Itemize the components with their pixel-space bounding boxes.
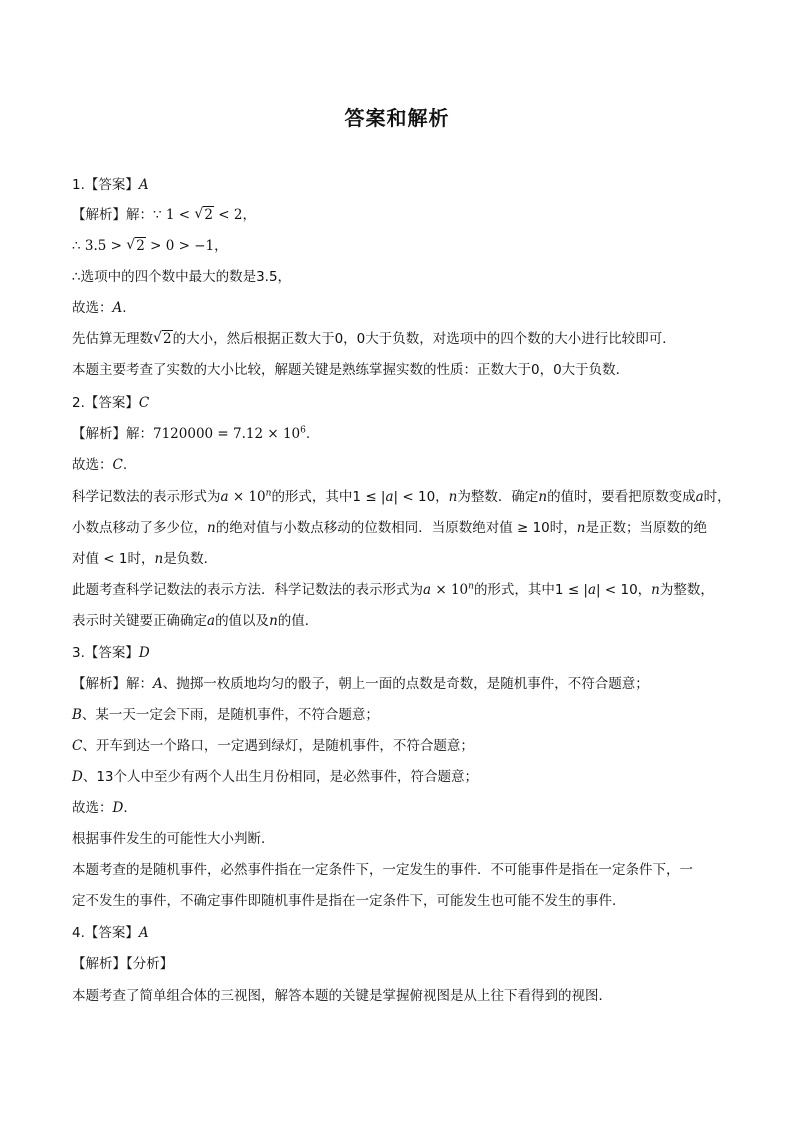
q3-answer-tag: 【答案】 — [84, 645, 139, 661]
q2-answer-tag: 【答案】 — [84, 395, 139, 411]
q2-p1-var-a3: a — [695, 489, 704, 505]
q4-answer-tag: 【答案】 — [84, 925, 139, 941]
q2-p3-a: 对值 < 1时， — [72, 551, 155, 567]
q2-s1-b: × 10 — [431, 582, 469, 598]
q2-p1-e: 为整数．确定 — [457, 489, 539, 505]
q2-choose-line — [72, 455, 732, 475]
q1-sqrt-radicand: 2 — [204, 207, 213, 223]
q3-choose: D — [112, 800, 124, 816]
q2-p1-var-n: n — [265, 488, 272, 499]
q2-number: 2. — [72, 395, 85, 411]
q2-choose-prefix: 故选： — [72, 457, 113, 473]
q2-p2-c: 是正数；当原数的绝 — [585, 520, 707, 536]
q2-s2-var-a: a — [207, 613, 216, 629]
q1-number: 1. — [72, 177, 85, 193]
q3-opt-a-letter: A — [153, 676, 163, 692]
q2-s2-b: 的值以及 — [215, 613, 270, 629]
q2-p3-var-n: n — [154, 551, 164, 567]
q1-analysis-line — [72, 205, 732, 225]
q2-answer-line — [72, 393, 732, 413]
q4-analysis-line — [72, 954, 732, 974]
q1-choose-prefix: 故选： — [72, 300, 113, 316]
q1-answer-tag: 【答案】 — [84, 177, 139, 193]
q4-answer-line — [72, 923, 732, 943]
q2-answer: C — [138, 395, 150, 411]
q2-p2-a: 小数点移动了多少位， — [72, 520, 207, 536]
q2-p1-c: 的形式，其中1 ≤ | — [271, 489, 386, 505]
q1-choose: A — [112, 300, 123, 316]
q3-opt-a-text: 、抛掷一枚质地均匀的骰子，朝上一面的点数是奇数，是随机事件，不符合题意； — [162, 676, 649, 692]
q3-answer: D — [138, 645, 150, 661]
q2-analysis-tag: 【解析】 — [72, 426, 126, 442]
q2-summary-1 — [72, 580, 732, 600]
q2-explanation-1 — [72, 487, 732, 507]
q1-answer: A — [138, 177, 149, 193]
q1-because: ∵ 1 < — [153, 207, 195, 223]
q4-analysis-tag: 【解析】 — [72, 956, 126, 972]
q1-sqrt-radicand-3: 2 — [163, 331, 172, 347]
q2-s2-a: 表示时关键要正确确定 — [72, 613, 207, 629]
q4-answer: A — [138, 925, 149, 941]
q3-opt-b-letter: B — [72, 707, 82, 723]
q2-s2-var-n: n — [269, 613, 278, 629]
q2-explanation-2 — [72, 518, 732, 538]
q3-opt-d-letter: D — [72, 769, 83, 785]
q4-fenxi-tag: 【分析】 — [126, 956, 174, 972]
q3-choose-prefix: 故选： — [72, 800, 113, 816]
q3-option-a — [72, 674, 732, 694]
q2-s1-a: 此题考查科学记数法的表示方法．科学记数法的表示形式为 — [72, 582, 423, 598]
sqrt-symbol — [126, 236, 146, 256]
q2-p1-var-a2: a — [385, 489, 394, 505]
q1-lt2: < 2， — [213, 207, 256, 223]
q3-choose-suffix: . — [123, 800, 128, 816]
q2-p1-var-n3: n — [538, 489, 548, 505]
q3-option-d — [72, 767, 732, 787]
q1-explanation — [72, 329, 732, 349]
q1-expl-a: 先估算无理数 — [72, 331, 153, 347]
q2-p1-f: 的值时，要看把原数变成 — [547, 489, 696, 505]
q2-s1-var-n2: n — [651, 582, 660, 598]
q2-p1-b: × 10 — [228, 489, 266, 505]
q1-therefore-line — [72, 236, 732, 256]
q3-summary-1: 本题考查的是随机事件，必然事件指在一定条件下，一定发生的事件．不可能事件是指在一定条件下，一 — [72, 862, 693, 878]
q2-s1-d: | < 10， — [596, 582, 652, 598]
q3-analysis-tag: 【解析】 — [72, 676, 126, 692]
q1-therefore-a: ∴ 3.5 > — [72, 238, 127, 254]
q3-opt-c-letter: C — [72, 738, 83, 754]
sqrt-symbol — [194, 205, 214, 225]
q1-analysis-tag: 【解析】 — [72, 207, 126, 223]
q3-option-b — [72, 705, 732, 725]
q3-choose-line — [72, 798, 732, 818]
q2-solution-b: . — [305, 426, 311, 442]
q2-p3-b: 是负数． — [163, 551, 218, 567]
q2-choose-suffix: . — [122, 457, 128, 473]
q2-p1-a: 科学记数法的表示形式为 — [72, 489, 221, 505]
q2-p1-var-a: a — [220, 489, 229, 505]
q3-jie: 解： — [126, 676, 153, 692]
q2-p1-g: 时， — [703, 489, 731, 505]
q2-s1-c: 的形式，其中1 ≤ | — [473, 582, 588, 598]
q2-s1-e: 为整数， — [659, 582, 714, 598]
q1-therefore-b: > 0 > −1， — [145, 238, 228, 254]
q3-number: 3. — [72, 645, 85, 661]
q3-opt-b-text: 、某一天一定会下雨，是随机事件，不符合题意； — [81, 707, 379, 723]
q2-choose: C — [112, 457, 123, 473]
q1-summary: 本题主要考查了实数的大小比较，解题关键是熟练掌握实数的性质：正数大于0，0大于负数． — [72, 362, 630, 378]
q2-solution-exponent: 6 — [300, 425, 306, 436]
q2-p2-var-n2: n — [576, 520, 586, 536]
q2-s1-var-a: a — [423, 582, 432, 598]
q2-p1-d: | < 10， — [393, 489, 449, 505]
q1-choose-suffix: . — [122, 300, 127, 316]
q3-answer-line — [72, 643, 732, 663]
q3-summary-2: 定不发生的事件，不确定事件即随机事件是指在一定条件下，可能发生也可能不发生的事件． — [72, 893, 626, 909]
q2-p2-var-n: n — [207, 520, 216, 536]
page-title: 答案和解析 — [344, 106, 450, 130]
q3-opt-c-text: 、开车到达一个路口，一定遇到绿灯，是随机事件，不符合题意； — [82, 738, 474, 754]
q4-number: 4. — [72, 925, 85, 941]
q3-hint: 根据事件发生的可能性大小判断． — [72, 831, 275, 847]
q3-opt-d-text: 、13个人中至少有两个人出生月份相同，是必然事件，符合题意； — [82, 769, 479, 785]
sqrt-symbol — [153, 329, 173, 349]
q2-analysis-line — [72, 424, 732, 444]
q3-option-c — [72, 736, 732, 756]
q2-explanation-3 — [72, 549, 732, 569]
q2-p2-b: 的绝对值与小数点移动的位数相同．当原数绝对值 ≥ 10时， — [215, 520, 577, 536]
q2-s1-var-a2: a — [587, 582, 597, 598]
q1-expl-b: 的大小，然后根据正数大于0，0大于负数，对选项中的四个数的大小进行比较即可． — [172, 331, 676, 347]
q2-s2-c: 的值． — [277, 613, 319, 629]
q1-sqrt-radicand-2: 2 — [136, 238, 145, 254]
q2-s1-var-n: n — [468, 581, 474, 592]
q2-summary-2 — [72, 611, 732, 631]
q4-text: 本题考查了简单组合体的三视图，解答本题的关键是掌握俯视图是从上往下看得到的视图． — [72, 988, 612, 1004]
q1-choose-line — [72, 298, 732, 318]
q1-jie: 解： — [126, 207, 153, 223]
q1-conclusion: ∴选项中的四个数中最大的数是3.5， — [72, 269, 292, 285]
q2-p1-var-n2: n — [448, 489, 458, 505]
q1-answer-line — [72, 175, 732, 195]
q2-solution-a: 解：7120000 = 7.12 × 10 — [126, 426, 301, 442]
